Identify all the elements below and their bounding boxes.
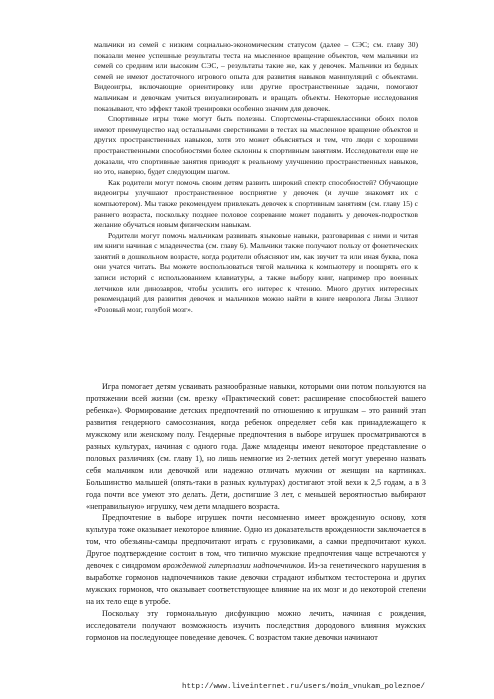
main-text <box>86 381 426 644</box>
box-paragraph: Родители могут помочь мальчикам развивать языковые навыки, разговаривая с ними и читая им книги начиная с младенчества (см. главу 6). Мальчики также получают пользу от фонетических занятий в дошкольном возрасте, когда родители объясняют им, как звучит та или иная буква, пока они учатся читать. Вы можете воспользоваться тягой мальчика к компьютеру и поощрять его к записи историй с использованием клавиатуры, а также выбору книг, например про военных летчиков или динозавров, чтобы усилить его интерес к чтению. Много других интересных рекомендаций для развития девочек и мальчиков можно найти в книге невролога Лизы Эллиот «Розовый мозг, голубой мозг». <box>94 230 418 314</box>
body-paragraph: Игра помогает детям усваивать разнообразные навыки, которыми они потом пользуются на протяжении всей жизни (см. врезку «Практический совет: расширение способностей вашего ребенка»). Формирование детских предпочтений по отношению к игрушкам – это ранний этап развития гендерного самосознания, когда ребенок определяет себя как принадлежащего к мужскому или женскому полу. Гендерные предпочтения в выборе игрушек просматриваются в разных культурах, начиная с одного года. Даже младенцы имеют некоторое представление о половых различиях (см. главу 1), но лишь немногие из 2-летних детей могут уверенно назвать себя мальчиком или девочкой или надежно отличать мужчин от женщин на картинках. Большинство малышей (опять-таки в разных культурах) достигают этой вехи к 2,5 годам, а в 3 года почти все умеют это делать. Дети, достигшие 3 лет, с меньшей вероятностью выбирают «неправильную» игрушку, чем дети младшего возраста. <box>86 382 426 511</box>
footer-url[interactable]: http://www.liveinternet.ru/users/moim_vnukam_poleznoe/ <box>182 683 426 691</box>
practical-advice-box <box>94 40 418 315</box>
body-paragraph <box>86 512 426 608</box>
italic-term: врожденной гиперплазии надпочечников <box>163 561 304 571</box>
body-text: Предпочтение в выборе игрушек почти несомненно имеет врожденную основу, хотя культура тоже оказывает некоторое влияние. Одно из доказательств врожденности заключается в том, что обезьяны-самцы предпочитают играть с грузовиками, а самки предпочитают кукол. Другое подтверждение состоит в том, что типично мужские предпочтения чаще встречаются у девочек с синдромом <box>86 513 426 571</box>
box-paragraph: Как родители могут помочь своим детям развить широкий спектр способностей? Обучающие видеоигры улучшают пространственное восприятие у девочек (и лучше знакомят их с компьютером). Мы также рекомендуем привлекать девочек к спортивным занятиям (см. главу 15) с раннего возраста, поскольку позднее половое созревание может подавить у девочек-подростков желание обучаться новым физическим навыкам. <box>94 177 418 230</box>
body-text: . Из-за генетического нарушения в выработке гормонов надпочечников такие девочки страдают избытком тестостерона и других мужских гормонов, что оказывает соответствующее влияние на их мозг и до некоторой степени на их тело еще в утробе. <box>86 561 426 607</box>
box-paragraph: Спортивные игры тоже могут быть полезны. Спортсмены-старшеклассники обоих полов имеют преимущество над остальными сверстниками в тестах на мысленное вращение объектов и других пространственных навыков, хотя это может объясняться и тем, что люди с хорошими пространственными способностями более склонны к спортивным занятиям. Исследователи еще не доказали, что спортивные занятия приводят к реальному улучшению пространственных навыков, но это, наверно, будет следующим шагом. <box>94 114 418 177</box>
box-paragraph: мальчики из семей с низким социально-экономическим статусом (далее – СЭС; см. главу 30) показали менее успешные результаты теста на мысленное вращение объектов, чем мальчики из семей со средним или высоким СЭС, – результаты такие же, как у девочек. Мальчики из бедных семей не имеют достаточного игрового опыта для развития навыков манипуляций с объектами. Видеоигры, включающие ориентировку или другие пространственные задачи, помогают мальчикам и девочкам учиться визуализировать и вращать объекты. Некоторые исследования показывают, что эффект такой тренировки особенно значим для девочек. <box>94 40 418 113</box>
body-paragraph: Поскольку эту гормональную дисфункцию можно лечить, начиная с рождения, исследователи получают возможность изучить последствия дородового влияния мужских гормонов на последующее поведение девочек. С возрастом такие девочки начинают <box>86 609 426 643</box>
